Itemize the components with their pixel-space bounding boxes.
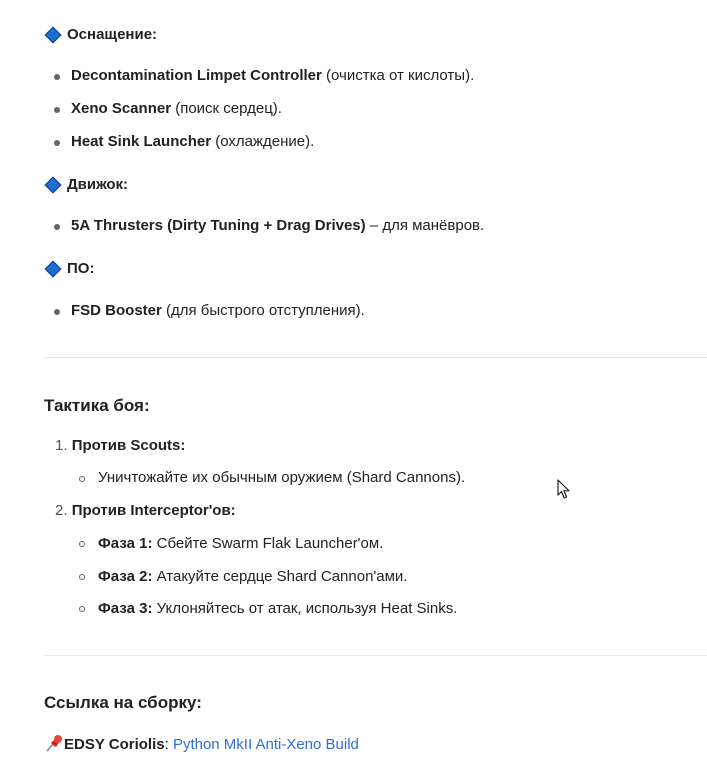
item-number: 2. bbox=[55, 502, 68, 519]
bullet-icon bbox=[54, 74, 60, 80]
item-name: Xeno Scanner bbox=[71, 100, 172, 117]
circle-bullet-icon bbox=[79, 606, 85, 612]
item-note: (для быстрого отступления). bbox=[161, 302, 365, 319]
ordered-item bbox=[55, 436, 185, 456]
item-note: (охлаждение). bbox=[211, 133, 315, 150]
bullet-icon bbox=[54, 224, 60, 230]
sub-list-item bbox=[98, 599, 457, 619]
list-item bbox=[71, 99, 282, 119]
sub-item-text: Уклоняйтесь от атак, используя Heat Sinks. bbox=[152, 600, 458, 617]
item-name: FSD Booster bbox=[71, 302, 162, 319]
divider bbox=[44, 655, 707, 656]
colon: : bbox=[164, 736, 169, 753]
sub-list-item bbox=[98, 567, 407, 587]
circle-bullet-icon bbox=[79, 541, 85, 547]
list-item bbox=[71, 216, 484, 236]
item-name: Heat Sink Launcher bbox=[71, 133, 212, 150]
item-label: Против Interceptor'ов: bbox=[71, 502, 236, 519]
tactics-title: Тактика боя: bbox=[44, 396, 150, 415]
list-item bbox=[71, 66, 474, 86]
ordered-item bbox=[55, 501, 236, 521]
sub-item-text: Атакуйте сердце Shard Cannon'ами. bbox=[152, 568, 408, 585]
sub-list-item bbox=[98, 468, 465, 488]
item-number: 1. bbox=[55, 437, 68, 454]
bullet-icon bbox=[54, 140, 60, 146]
circle-bullet-icon bbox=[79, 476, 85, 482]
build-link-row bbox=[44, 734, 359, 755]
build-link[interactable]: Python MkII Anti-Xeno Build bbox=[172, 736, 359, 753]
bullet-icon bbox=[54, 309, 60, 315]
item-name: 5A Thrusters (Dirty Tuning + Drag Drives) bbox=[71, 217, 366, 234]
phase-label: Фаза 3: bbox=[98, 600, 153, 617]
item-name: Decontamination Limpet Controller bbox=[71, 67, 322, 84]
phase-label: Фаза 1: bbox=[98, 535, 153, 552]
item-note: – для манёвров. bbox=[365, 217, 485, 234]
cursor-icon bbox=[557, 479, 571, 505]
item-note: (поиск сердец). bbox=[171, 100, 282, 117]
equipment-heading: Оснащение: bbox=[67, 26, 158, 43]
phase-label: Фаза 2: bbox=[98, 568, 153, 585]
sub-item-text: Сбейте Swarm Flak Launcher'ом. bbox=[152, 535, 384, 552]
diamond-icon bbox=[45, 261, 62, 278]
item-label: Против Scouts: bbox=[71, 437, 186, 454]
build-source: EDSY Coriolis bbox=[64, 736, 165, 753]
item-note: (очистка от кислоты). bbox=[321, 67, 475, 84]
list-item bbox=[71, 132, 314, 152]
diamond-icon bbox=[45, 27, 62, 44]
diamond-icon bbox=[45, 177, 62, 194]
sub-item-text: Уничтожайте их обычным оружием (Shard Cannons). bbox=[98, 469, 466, 486]
pushpin-icon bbox=[44, 734, 64, 752]
build-link-title: Ссылка на сборку: bbox=[44, 693, 202, 712]
circle-bullet-icon bbox=[79, 574, 85, 580]
engine-heading: Движок: bbox=[67, 176, 129, 193]
divider bbox=[44, 357, 707, 358]
software-heading: ПО: bbox=[67, 260, 95, 277]
bullet-icon bbox=[54, 107, 60, 113]
list-item bbox=[71, 301, 365, 321]
sub-list-item bbox=[98, 534, 383, 554]
